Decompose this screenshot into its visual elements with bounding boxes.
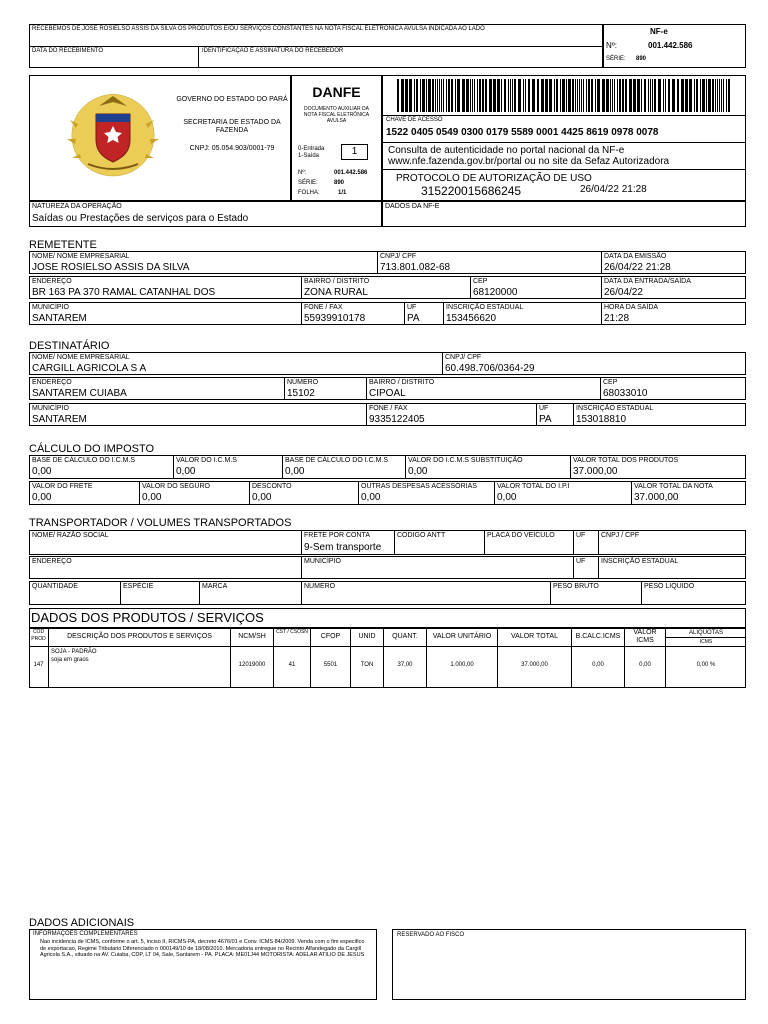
barcode-bar: [702, 79, 705, 112]
barcode-bar: [562, 79, 565, 112]
barcode-bar: [689, 79, 692, 112]
imposto-frete: VALOR DO FRETE 0,00: [29, 481, 140, 505]
imposto-desconto: DESCONTO 0,00: [249, 481, 359, 505]
barcode-bar: [485, 79, 487, 112]
emitente-cnpj: CNPJ: 05.054.903/0001-79: [189, 145, 275, 152]
transp-uf2: UF: [573, 556, 599, 579]
destinatario-endereco: ENDEREÇO SANTAREM CUIABA: [29, 377, 285, 400]
transp-placa: PLACA DO VEÍCULO: [484, 530, 574, 555]
entrada-saida-label: 0-Entrada 1-Saída: [298, 146, 325, 159]
barcode-bar: [462, 79, 465, 112]
th-valor-unitario: VALOR UNITÁRIO: [432, 633, 492, 640]
transp-frete: FRETE POR CONTA 9-Sem transporte: [301, 530, 395, 555]
barcode-bar: [545, 79, 548, 112]
barcode-bar: [466, 79, 469, 112]
destinatario-section: DESTINATÁRIO: [29, 340, 110, 352]
barcode-bar: [668, 79, 670, 112]
barcode-bar: [441, 79, 442, 112]
destinatario-bairro: BAIRRO / DISTRITO CIPOAL: [366, 377, 601, 400]
barcode-bar: [648, 79, 649, 112]
barcode-bar: [541, 79, 544, 112]
barcode-bar: [455, 79, 456, 112]
destinatario-nome: NOME/ NOME EMPRESARIAL CARGILL AGRICOLA S A: [29, 352, 443, 375]
barcode-bar: [504, 79, 506, 112]
remetente-municipio: MUNICÍPIO SANTAREM: [29, 302, 302, 325]
imposto-seguro: VALOR DO SEGURO 0,00: [139, 481, 250, 505]
danfe-numero: 001.442.586: [334, 170, 368, 176]
imposto-base-icms: BASE DE CÁLCULO DO I.C.M.S 0,00: [29, 455, 174, 479]
danfe-title: DANFE: [312, 84, 361, 100]
transp-especie: ESPÉCIE: [120, 581, 200, 605]
coat-of-arms-logo: [58, 84, 168, 184]
barcode-bar: [477, 79, 478, 112]
barcode-bar: [443, 79, 444, 112]
barcode-bar: [497, 79, 500, 112]
danfe-subtitle: DOCUMENTO AUXILIAR DA NOTA FISCAL ELETRÔNICA AVULSA: [303, 106, 370, 124]
barcode-bar: [694, 79, 695, 112]
barcode-bar: [728, 79, 730, 112]
barcode-bar: [448, 79, 450, 112]
imposto-total-nota: VALOR TOTAL DA NOTA 37.000,00: [631, 481, 746, 505]
barcode-bar: [575, 79, 576, 112]
barcode-bar: [619, 79, 621, 112]
barcode-bar: [685, 79, 688, 112]
barcode-bar: [508, 79, 509, 112]
barcode-bar: [637, 79, 640, 112]
barcode-bar: [614, 79, 615, 112]
chave-divider-2: [382, 142, 746, 143]
th-unid: UNID: [358, 633, 376, 640]
barcode-bar: [612, 79, 613, 112]
barcode-bar: [451, 79, 453, 112]
barcode-bar: [474, 79, 475, 112]
imposto-section: CÁLCULO DO IMPOSTO: [29, 443, 155, 455]
item-cod: 147: [33, 662, 44, 668]
barcode-bar: [712, 79, 714, 112]
barcode-bar: [420, 79, 421, 112]
barcode-bar: [641, 79, 642, 112]
barcode-bar: [708, 79, 711, 112]
barcode-bar: [658, 79, 661, 112]
reservado-fisco-box: [392, 929, 746, 1000]
item-cfop: 5501: [323, 662, 338, 668]
reservado-fisco-label: RESERVADO AO FISCO: [397, 932, 465, 938]
th-cfop: CFOP: [320, 633, 341, 640]
canhoto-divider-v: [198, 46, 199, 68]
danfe-serie-label: SÉRIE:: [298, 180, 318, 186]
barcode-bar: [663, 79, 664, 112]
danfe-numero-label: Nº:: [298, 170, 307, 176]
info-complementares-label: INFORMAÇÕES COMPLEMENTARES: [33, 931, 138, 937]
transp-peso-bruto: PESO BRUTO: [550, 581, 642, 605]
th-valor-icms: VALOR ICMS: [633, 629, 657, 644]
barcode-bar: [717, 79, 718, 112]
governo-text: GOVERNO DO ESTADO DO PARÁ: [176, 96, 288, 103]
transp-uf: UF: [573, 530, 599, 555]
transp-marca: MARCA: [199, 581, 302, 605]
item-bcalc: 0,00: [592, 662, 604, 668]
transp-endereco: ENDEREÇO: [29, 556, 302, 579]
natureza-operacao: NATUREZA DA OPERAÇÃO Saídas ou Prestações de serviços para o Estado: [29, 201, 382, 227]
imposto-total-produtos: VALOR TOTAL DOS PRODUTOS 37.000,00: [570, 455, 746, 479]
barcode-bar: [588, 79, 590, 112]
barcode-bar: [726, 79, 727, 112]
barcode-bar: [537, 79, 539, 112]
transp-antt: CÓDIGO ANTT: [394, 530, 485, 555]
barcode-bar: [606, 79, 609, 112]
th-cst: CST / CSOSN: [276, 629, 308, 635]
barcode-bar: [652, 79, 653, 112]
barcode-bar: [644, 79, 646, 112]
barcode-bar: [514, 79, 516, 112]
item-descricao: SOJA - PADRÃO: [51, 649, 97, 655]
barcode-bar: [416, 79, 418, 112]
imposto-ipi: VALOR TOTAL DO I.P.I 0,00: [494, 481, 632, 505]
remetente-cep: CEP 68120000: [470, 276, 602, 299]
barcode-bar: [493, 79, 496, 112]
danfe-folha-label: FOLHA:: [298, 190, 320, 196]
item-valor-unitario: 1.000,00: [450, 662, 474, 668]
barcode-bar: [426, 79, 427, 112]
item-unid: TON: [360, 662, 374, 668]
barcode-bar: [560, 79, 561, 112]
barcode-bar: [665, 79, 666, 112]
barcode-bar: [512, 79, 513, 112]
barcode-bar: [572, 79, 574, 112]
barcode-bar: [706, 79, 707, 112]
item-cst: 41: [288, 662, 296, 668]
imposto-base-icms-st: BASE DE CÁLCULO DO I.C.M.S 0,00: [282, 455, 406, 479]
chave-divider-3: [382, 169, 746, 170]
barcode: [397, 79, 732, 112]
barcode-bar: [523, 79, 524, 112]
barcode-bar: [489, 79, 492, 112]
protocolo-label: PROTOCOLO DE AUTORIZAÇÃO DE USO: [396, 173, 592, 184]
imposto-valor-icms-st: VALOR DO I.C.M.S SUBSTITUIÇÃO 0,00: [405, 455, 571, 479]
barcode-bar: [432, 79, 434, 112]
barcode-bar: [633, 79, 636, 112]
barcode-bar: [677, 79, 679, 112]
remetente-section: REMETENTE: [29, 239, 97, 251]
protocolo-data: 26/04/22 21:28: [580, 184, 647, 195]
barcode-bar: [579, 79, 580, 112]
barcode-bar: [715, 79, 716, 112]
transp-numero: NÚMERO: [301, 581, 551, 605]
chave-value: 1522 0405 0549 0300 0179 5589 0001 4425 8619 0978 0078: [386, 127, 659, 138]
barcode-bar: [681, 79, 684, 112]
transp-ie: INSCRIÇÃO ESTADUAL: [598, 556, 746, 579]
destinatario-fone: FONE / FAX 9335122405: [366, 403, 537, 426]
barcode-bar: [577, 79, 578, 112]
barcode-bar: [446, 79, 447, 112]
transp-peso-liquido: PESO LIQUIDO: [641, 581, 746, 605]
remetente-nome: NOME/ NOME EMPRESARIAL JOSE ROSIELSO ASSIS DA SILVA: [29, 251, 378, 274]
canhoto-numero: 001.442.586: [648, 41, 693, 50]
barcode-bar: [625, 79, 627, 112]
barcode-bar: [721, 79, 722, 112]
imposto-valor-icms: VALOR DO I.C.M.S 0,00: [173, 455, 283, 479]
barcode-bar: [470, 79, 471, 112]
transp-quantidade: QUANTIDADE: [29, 581, 121, 605]
adicionais-section: DADOS ADICIONAIS: [29, 917, 135, 929]
barcode-bar: [428, 79, 431, 112]
barcode-bar: [696, 79, 698, 112]
barcode-bar: [629, 79, 632, 112]
th-ncm: NCM/SH: [238, 633, 266, 640]
destinatario-ie: INSCRIÇÃO ESTADUAL 153018810: [573, 403, 746, 426]
remetente-bairro: BAIRRO / DISTRITO ZONA RURAL: [301, 276, 471, 299]
barcode-bar: [583, 79, 584, 112]
barcode-bar: [532, 79, 535, 112]
barcode-bar: [409, 79, 412, 112]
th-descricao: DESCRIÇÃO DOS PRODUTOS E SERVIÇOS: [67, 633, 212, 640]
danfe-folha: 1/1: [338, 190, 347, 196]
barcode-bar: [622, 79, 624, 112]
barcode-bar: [482, 79, 484, 112]
barcode-bar: [414, 79, 415, 112]
barcode-bar: [602, 79, 605, 112]
barcode-bar: [479, 79, 481, 112]
consulta-text: Consulta de autenticidade no portal nacional da NF-e www.nfe.fazenda.gov.br/portal ou no site da Sefaz Autorizadora: [388, 145, 670, 167]
info-complementares-text: Nao incidencia de ICMS, conforme o art. 5, inciso II, RICMS-PA, decreto 4676/01 e Conv. ICMS 84/2009. Venda com o fim especifico de exportacao, Regime Tributario Diferenciado n 000149/10 de 18/08/2010. Mercadoria entregue no Recinto Alfandegado da Cargill Agricola S.A., situado na AV. Cuiaba, CDP, LT 04, Sale, Santarem - PA. PLACA: ME01J44 MOTORISTA: ADELAR ATILIO DE JESUS: [40, 939, 365, 959]
destinatario-cnpj: CNPJ/ CPF 60.498.706/0364-29: [442, 352, 746, 375]
barcode-bar: [650, 79, 651, 112]
item-aliquota: 0,00 %: [696, 662, 716, 668]
barcode-bar: [617, 79, 618, 112]
barcode-bar: [439, 79, 440, 112]
remetente-fone: FONE / FAX 55939910178: [301, 302, 405, 325]
canhoto-serie: 890: [636, 56, 647, 62]
th-aliq-icms: ICMS: [699, 639, 713, 645]
barcode-bar: [597, 79, 600, 112]
barcode-bar: [518, 79, 521, 112]
transp-cnpj: CNPJ / CPF: [598, 530, 746, 555]
canhoto-numero-label: Nº:: [606, 41, 617, 50]
barcode-bar: [568, 79, 571, 112]
barcode-bar: [549, 79, 552, 112]
barcode-bar: [554, 79, 555, 112]
remetente-hora: HORA DA SAÍDA 21:28: [601, 302, 746, 325]
barcode-bar: [437, 79, 438, 112]
barcode-bar: [397, 79, 399, 112]
transportador-section: TRANSPORTADOR / VOLUMES TRANSPORTADOS: [29, 517, 292, 529]
th-cod: COD PROD: [31, 629, 46, 642]
canhoto-serie-label: SÉRIE:: [606, 56, 626, 62]
barcode-bar: [672, 79, 675, 112]
barcode-bar: [591, 79, 593, 112]
th-aliquotas: ALÍQUOTAS: [689, 630, 723, 636]
remetente-endereco: ENDEREÇO BR 163 PA 370 RAMAL CATANHAL DOS: [29, 276, 302, 299]
canhoto-nfe-label: NF-e: [650, 27, 668, 36]
barcode-bar: [528, 79, 530, 112]
th-valor-total: VALOR TOTAL: [511, 633, 558, 640]
barcode-bar: [405, 79, 408, 112]
barcode-bar: [556, 79, 558, 112]
th-bcalc: B.CALC.ICMS: [575, 633, 621, 640]
identificacao-label: IDENTIFICAÇÃO E ASSINATURA DO RECEBEDOR: [202, 48, 344, 54]
barcode-bar: [719, 79, 720, 112]
barcode-bar: [525, 79, 526, 112]
barcode-bar: [654, 79, 656, 112]
canhoto-recebemos: RECEBEMOS DE JOSE ROSIELSO ASSIS DA SILVA OS PRODUTOS E/OU SERVIÇOS CONSTANTES NA NOTA FISCAL ELETRÔNICA AVULSA INDICADA AO LADO: [32, 26, 485, 32]
transp-nome: NOME/ RAZÃO SOCIAL: [29, 530, 302, 555]
barcode-bar: [581, 79, 582, 112]
secretaria-text: SECRETARIA DE ESTADO DA FAZENDA: [183, 119, 281, 134]
item-ncm: 12019000: [238, 662, 266, 668]
produtos-header-line: [29, 646, 746, 647]
barcode-bar: [510, 79, 511, 112]
chave-divider-1: [382, 115, 746, 116]
remetente-entrada: DATA DA ENTRADA/SAÍDA 26/04/22: [601, 276, 746, 299]
transp-municipio: MUNICÍPIO: [301, 556, 574, 579]
item-valor-icms: 0,00: [639, 662, 651, 668]
tipo-value: 1: [351, 146, 358, 157]
remetente-ie: INSCRIÇÃO ESTADUAL 153456620: [443, 302, 602, 325]
item-quant: 37,00: [397, 662, 413, 668]
barcode-bar: [435, 79, 436, 112]
th-quant: QUANT.: [392, 633, 418, 640]
imposto-outras-despesas: OUTRAS DESPESAS ACESSÓRIAS 0,00: [358, 481, 495, 505]
remetente-emissao: DATA DA EMISSÃO 26/04/22 21:28: [601, 251, 746, 274]
barcode-bar: [422, 79, 425, 112]
barcode-bar: [501, 79, 502, 112]
barcode-bar: [586, 79, 587, 112]
barcode-bar: [566, 79, 567, 112]
barcode-bar: [457, 79, 460, 112]
remetente-uf: UF PA: [404, 302, 444, 325]
item-descricao-2: soja em graos: [51, 657, 89, 663]
remetente-cnpj: CNPJ/ CPF 713.801.082-68: [377, 251, 602, 274]
danfe-serie: 890: [334, 180, 345, 186]
produtos-section: DADOS DOS PRODUTOS / SERVIÇOS: [31, 610, 264, 625]
destinatario-numero: NÚMERO 15102: [284, 377, 367, 400]
protocolo-numero: 315220015686245: [421, 184, 522, 198]
barcode-bar: [700, 79, 701, 112]
dados-nfe: DADOS DA NF-E: [382, 201, 746, 227]
destinatario-uf: UF PA: [536, 403, 574, 426]
barcode-bar: [723, 79, 724, 112]
canhoto-divider: [29, 46, 603, 47]
item-valor-total: 37.000,00: [521, 662, 548, 668]
barcode-bar: [472, 79, 473, 112]
barcode-bar: [595, 79, 596, 112]
col-sep: [273, 628, 274, 688]
barcode-bar: [401, 79, 404, 112]
destinatario-cep: CEP 68033010: [600, 377, 746, 400]
chave-label: CHAVE DE ACESSO: [386, 117, 443, 123]
destinatario-municipio: MUNICÍPIO SANTAREM: [29, 403, 367, 426]
data-recebimento-label: DATA DO RECEBIMENTO: [32, 48, 104, 54]
barcode-bar: [610, 79, 611, 112]
